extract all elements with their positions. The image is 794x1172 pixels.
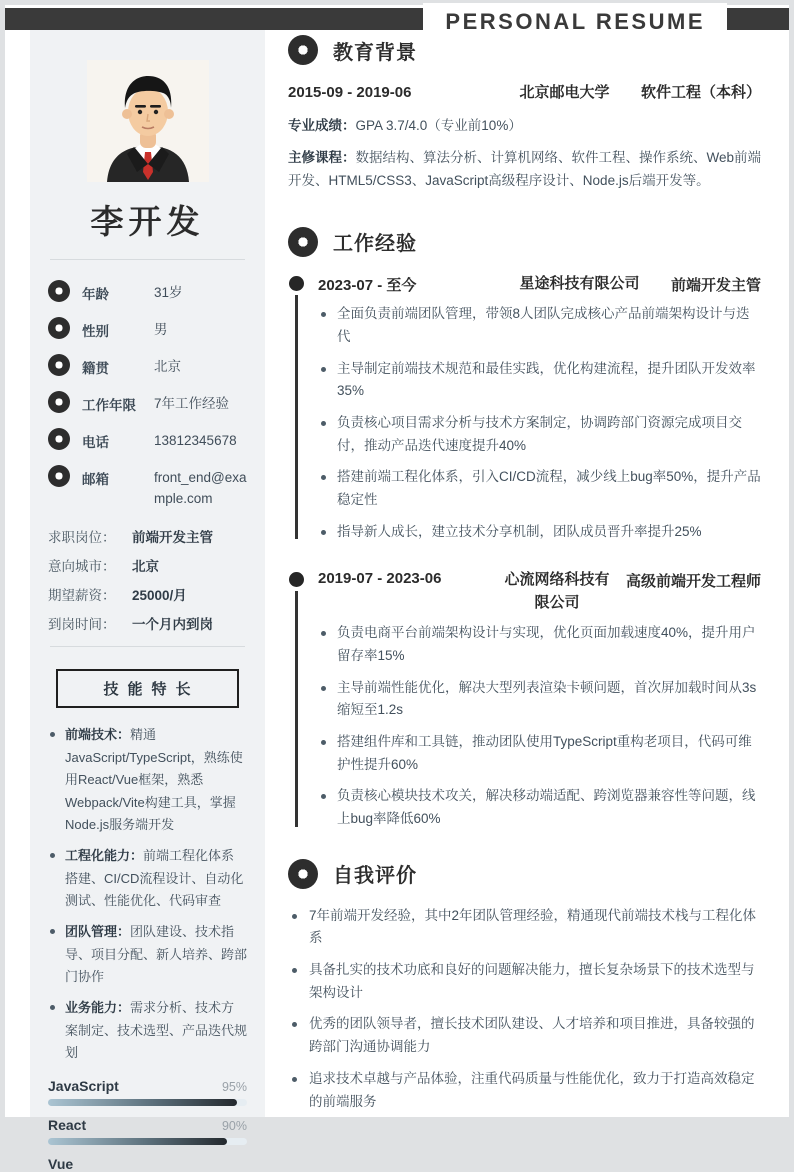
bullet-dot-icon [48, 465, 70, 487]
skill-bar-name: Vue [48, 1156, 74, 1172]
info-label: 邮箱 [82, 471, 109, 487]
skill-bar-fill [48, 1099, 237, 1106]
timeline-dot-icon [289, 572, 304, 587]
job-entry-1 [288, 273, 761, 544]
job-company-text: 心流网络科技有限公司 [504, 571, 610, 611]
job-bullet: 负责电商平台前端架构设计与实现，优化页面加载速度40%，提升用户留存率15% [318, 622, 761, 667]
skill-bars [48, 1078, 247, 1172]
job-period: 2023-07 - 至今 [318, 276, 417, 294]
job-header [318, 569, 761, 614]
intent-label: 意向城市： [48, 559, 116, 575]
skill-item [48, 845, 247, 912]
info-label: 籍贯 [82, 360, 109, 376]
info-value: 7年工作经验 [154, 395, 230, 411]
courses-label: 主修课程： [288, 149, 356, 165]
skill-bar-percent: 95% [221, 1080, 247, 1095]
job-bullet: 负责核心项目需求分析与技术方案制定，协调跨部门资源完成项目交付，推动产品迭代速度提升40% [318, 412, 761, 457]
section-experience [288, 227, 761, 831]
intent-row-salary [48, 584, 247, 604]
section-title: 教育背景 [333, 41, 417, 64]
section-education [288, 35, 761, 193]
gpa-value: GPA 3.7/4.0（专业前10%） [355, 118, 522, 133]
courses-line [288, 146, 761, 193]
skills-list [48, 724, 247, 1064]
courses-value: 数据结构、算法分析、计算机网络、软件工程、操作系统、Web前端开发、HTML5/CSS3、JavaScript高级程序设计、Node.js后端开发等。 [288, 149, 762, 189]
bullet-dot-icon [48, 391, 70, 413]
section-dot-icon [288, 227, 318, 257]
skill-bar-javascript [48, 1078, 247, 1106]
skill-label: 工程化能力： [65, 848, 144, 864]
bullet-dot-icon [48, 428, 70, 450]
intent-value: 25000/月 [132, 588, 187, 604]
divider [50, 646, 245, 647]
job-role: 高级前端开发工程师 [625, 573, 761, 591]
profile-photo [87, 60, 209, 182]
info-row-hometown [48, 354, 247, 378]
skill-bar-fill [48, 1138, 227, 1145]
skill-bar-track [48, 1138, 247, 1145]
basic-info-list [48, 280, 247, 509]
education-degree: 软件工程（本科） [640, 84, 761, 101]
section-dot-icon [288, 35, 318, 65]
resume-page [5, 5, 789, 1172]
skill-item [48, 921, 247, 988]
skill-label: 团队管理： [65, 924, 131, 940]
skills-section-title-box [56, 669, 239, 708]
intent-value: 前端开发主管 [132, 530, 213, 546]
info-label: 工作年限 [82, 397, 136, 413]
info-label: 年龄 [82, 287, 109, 302]
job-bullet: 主导前端性能优化，解决大型列表渲染卡顿问题，首次屏加载时间从3s缩短至1.2s [318, 677, 761, 722]
skill-bar-name: JavaScript [48, 1078, 119, 1095]
job-intent-list [48, 526, 247, 633]
info-value: 北京 [154, 358, 181, 374]
education-period: 2015-09 - 2019-06 [288, 84, 412, 101]
skills-section-title: 技能特长 [103, 681, 200, 699]
section-header [288, 35, 761, 65]
intent-value: 北京 [132, 559, 159, 575]
info-label: 性别 [82, 323, 109, 339]
gpa-line [288, 114, 761, 138]
job-company [488, 569, 626, 614]
intent-row-availability [48, 613, 247, 633]
job-bullet: 主导制定前端技术规范和最佳实践，优化构建流程，提升团队开发效率35% [318, 358, 761, 403]
skill-text: 团队建设、技术指导、项目分配、新人培养、跨部门协作 [65, 924, 248, 985]
info-label: 电话 [82, 434, 109, 450]
job-bullet: 指导新人成长，建立技术分享机制，团队成员晋升率提升25% [318, 521, 761, 544]
education-row [288, 81, 761, 102]
job-header [318, 273, 761, 296]
main-column [288, 35, 761, 1147]
job-company [488, 273, 671, 296]
bullet-dot-icon [48, 317, 70, 339]
intent-row-position [48, 526, 247, 546]
section-header [288, 859, 761, 889]
intent-label: 求职岗位： [48, 530, 116, 546]
skill-bar-percent: 90% [221, 1119, 247, 1134]
timeline-dot-icon [289, 276, 304, 291]
self-evaluation-list [288, 905, 761, 1113]
info-value: 31岁 [154, 285, 183, 300]
bullet-dot-icon [48, 354, 70, 376]
section-dot-icon [288, 859, 318, 889]
skill-item [48, 724, 247, 836]
info-row-gender [48, 317, 247, 341]
info-value: 男 [154, 321, 168, 337]
section-header [288, 227, 761, 257]
candidate-name: 李开发 [90, 203, 205, 240]
section-title: 工作经验 [333, 233, 417, 256]
intent-row-city [48, 555, 247, 575]
job-bullet: 负责核心模块技术攻关，解决移动端适配、跨浏览器兼容性等问题，线上bug率降低60% [318, 785, 761, 830]
job-company-text: 星途科技有限公司 [519, 274, 640, 292]
timeline-rail [295, 591, 298, 826]
skill-label: 前端技术： [65, 727, 131, 743]
intent-label: 期望薪资： [48, 588, 116, 604]
skill-bar-react [48, 1117, 247, 1145]
info-row-age [48, 280, 247, 304]
skill-text: 需求分析、技术方案制定、技术选型、产品迭代规划 [65, 1000, 248, 1061]
info-row-experience-years [48, 391, 247, 415]
info-value-email: front_end@example.com [154, 469, 247, 506]
divider [50, 259, 245, 260]
timeline-rail [295, 295, 298, 540]
skill-label: 业务能力： [65, 1000, 131, 1016]
skill-bar-vue-cutoff [48, 1156, 247, 1172]
job-period: 2019-07 - 2023-06 [318, 570, 442, 588]
job-bullet: 全面负责前端团队管理，带领8人团队完成核心产品前端架构设计与迭代 [318, 303, 761, 348]
job-bullet: 搭建组件库和工具链，推动团队使用TypeScript重构老项目，代码可维护性提升60% [318, 731, 761, 776]
skill-text: 精通JavaScript/TypeScript，熟练使用React/Vue框架，熟悉Webpack/Vite构建工具，掌握Node.js服务端开发 [65, 727, 243, 832]
evaluation-bullet: 具备扎实的技术功底和良好的问题解决能力，擅长复杂场景下的技术选型与架构设计 [288, 959, 761, 1004]
evaluation-bullet: 追求技术卓越与产品体验，注重代码质量与性能优化，致力于打造高效稳定的前端服务 [288, 1068, 761, 1113]
skill-bar-track [48, 1099, 247, 1106]
portrait-illustration [87, 60, 209, 182]
evaluation-bullet: 优秀的团队领导者，擅长技术团队建设、人才培养和项目推进，具备较强的跨部门沟通协调能力 [288, 1013, 761, 1058]
education-school: 北京邮电大学 [519, 84, 610, 101]
job-entry-2 [288, 569, 761, 830]
section-title: 自我评价 [333, 865, 417, 888]
bullet-dot-icon [48, 280, 70, 302]
page-title: PERSONAL RESUME [445, 9, 705, 34]
info-row-email [48, 465, 247, 510]
job-role: 前端开发主管 [670, 276, 761, 294]
info-row-phone [48, 428, 247, 452]
info-value: 13812345678 [154, 432, 237, 448]
skill-text: 前端工程化体系搭建、CI/CD流程设计、自动化测试、性能优化、代码审查 [65, 848, 244, 908]
section-self-evaluation [288, 859, 761, 1113]
skill-item [48, 997, 247, 1064]
gpa-label: 专业成绩： [288, 118, 356, 133]
skill-bar-name: React [48, 1117, 87, 1134]
job-bullet: 搭建前端工程化体系，引入CI/CD流程，减少线上bug率50%，提升产品稳定性 [318, 466, 761, 511]
intent-label: 到岗时间： [48, 617, 116, 633]
sidebar [30, 30, 265, 1172]
intent-value: 一个月内到岗 [132, 617, 213, 633]
evaluation-bullet: 7年前端开发经验，其中2年团队管理经验，精通现代前端技术栈与工程化体系 [288, 905, 761, 950]
